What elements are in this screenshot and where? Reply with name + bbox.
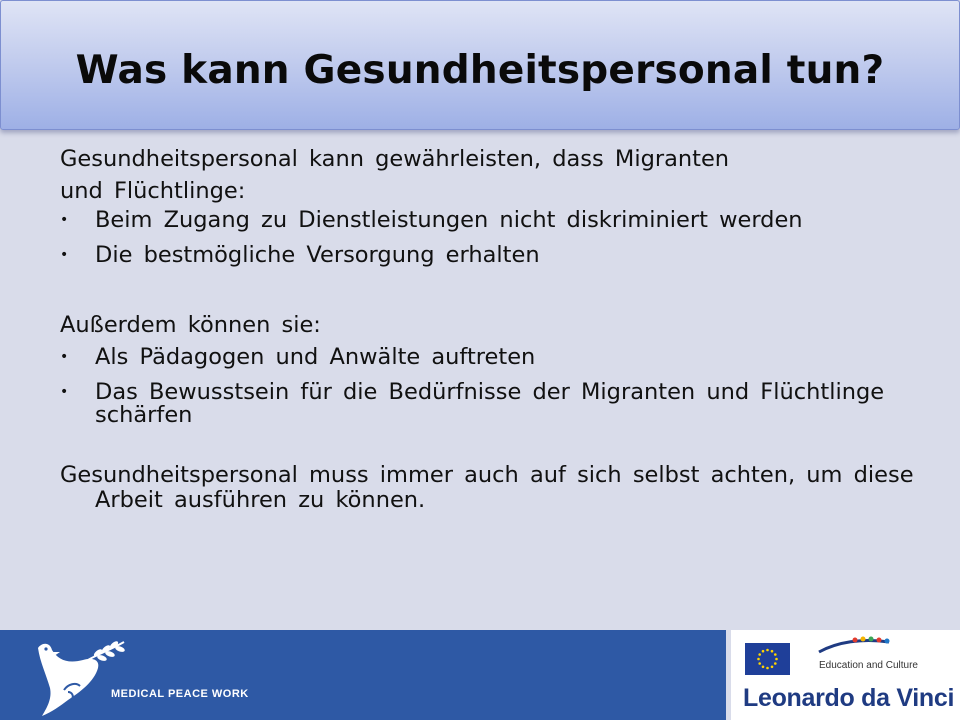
eu-flag-icon (745, 643, 790, 675)
leonardo-da-vinci-logo: Leonardo da Vinci (743, 684, 955, 712)
footer-eu-panel (731, 630, 960, 720)
footer-mpw-band (0, 630, 726, 720)
eu-stars-icon (745, 643, 790, 675)
bullet-text: Beim Zugang zu Dienstleistungen nicht diskriminiert werden (95, 207, 803, 233)
bullet-text: Die bestmögliche Versorgung erhalten (95, 242, 540, 268)
intro-line-1: Gesundheitspersonal kann gewährleisten, dass Migranten (60, 146, 730, 172)
bullet-item (60, 381, 930, 427)
bullet-icon: • (60, 247, 69, 263)
slide-title: Was kann Gesundheitspersonal tun? (75, 48, 885, 93)
bullet-icon: • (60, 349, 69, 365)
bullet-text: Das Bewusstsein für die Bedürfnisse der Migranten und Flüchtlinge schärfen (95, 379, 885, 428)
education-culture-swoosh-icon (817, 634, 897, 658)
bullet-item (60, 346, 930, 369)
slide-body (60, 143, 930, 513)
bullet-item (60, 209, 930, 232)
dove-icon (28, 630, 138, 720)
intro-line-2: und Flüchtlinge: (60, 178, 246, 204)
closing-text: Gesundheitspersonal muss immer auch auf sich selbst achten, um diese Arbeit ausführen zu können. (60, 462, 914, 513)
bullet-item (60, 244, 930, 267)
bullet-text: Als Pädagogen und Anwälte auftreten (95, 344, 536, 370)
bullet-icon: • (60, 212, 69, 228)
education-culture-label: Education and Culture (819, 660, 918, 671)
section2-intro: Außerdem können sie: (60, 312, 321, 338)
mpw-logo-text: MEDICAL PEACE WORK (111, 688, 249, 700)
bullet-icon: • (60, 384, 69, 400)
